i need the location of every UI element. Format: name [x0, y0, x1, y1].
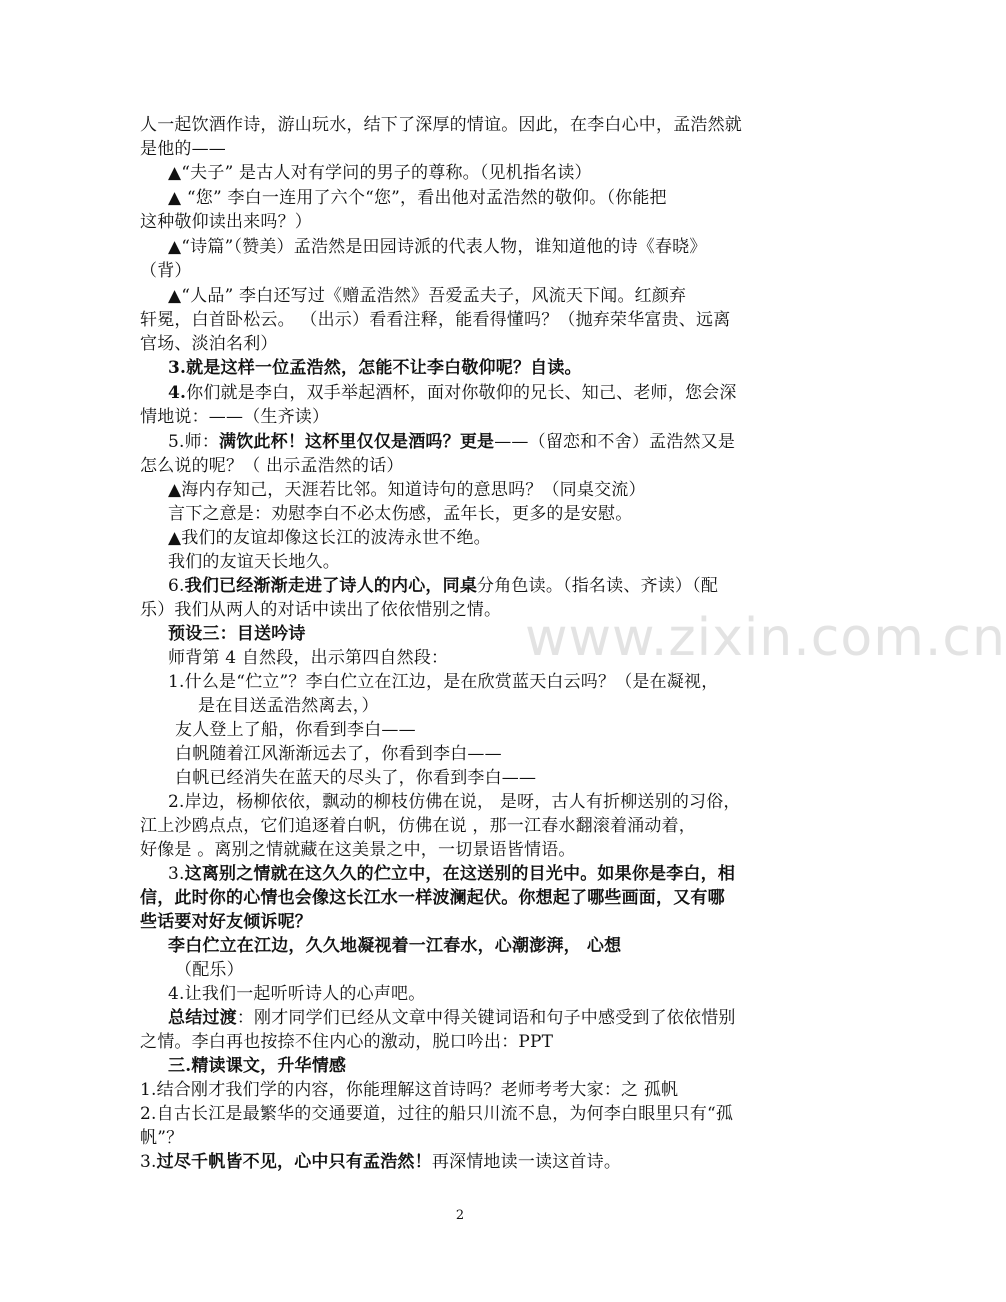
text-line [168, 982, 425, 1006]
text-line [168, 934, 621, 958]
text-line [168, 186, 667, 210]
text-line [140, 814, 696, 838]
text-segment: 友人登上了船，你看到李白—— [175, 720, 416, 740]
text-line [168, 381, 737, 405]
page-number: 2 [455, 1208, 465, 1223]
text-segment: 江上沙鸥点点，它们追逐着白帆，仿佛在说 ，那一江春水翻滚着涌动着， [140, 816, 697, 836]
text-line [140, 210, 312, 234]
text-line [168, 284, 686, 308]
text-segment: 3. [168, 864, 185, 884]
text-segment: 人一起饮酒作诗，游山玩水，结下了深厚的情谊。因此，在李白心中，孟浩然就 [140, 115, 742, 135]
text-segment: 是在目送孟浩然离去，） [198, 696, 379, 716]
text-segment: 官场、淡泊名利） [140, 334, 278, 354]
bold-text: 些话要对好友倾诉呢？ [140, 912, 312, 932]
bold-text: 我们已经渐渐走进了诗人的内心，同桌 [184, 576, 478, 596]
text-segment: 1.什么是“伫立”？李白伫立在江边，是在欣赏蓝天白云吗？（是在凝视， [168, 672, 719, 692]
text-line [140, 454, 404, 478]
text-line [168, 646, 448, 670]
text-line [140, 1030, 553, 1054]
text-line [168, 356, 582, 380]
text-segment: ▲“诗篇”（赞美）孟浩然是田园诗派的代表人物，谁知道他的诗《春晓》 [168, 237, 707, 257]
text-line [168, 1054, 346, 1078]
text-segment: 6. [168, 576, 185, 596]
text-segment: 师背第 4 自然段，出示第四自然段： [168, 648, 449, 668]
text-line [168, 478, 646, 502]
text-line [140, 332, 278, 356]
text-line [168, 790, 741, 814]
text-segment: ▲我们的友谊却像这长江的波涛永世不绝。 [168, 528, 491, 548]
text-line [140, 1102, 733, 1126]
text-line [168, 1006, 736, 1030]
text-line [140, 1150, 621, 1174]
text-segment: ——（留恋和不舍）孟浩然又是 [494, 432, 736, 452]
text-segment: 乐）我们从两人的对话中读出了依依惜别之情。 [140, 600, 502, 620]
bold-text: 信，此时你的心情也会像这长江水一样波澜起伏。你想起了哪些画面，又有哪 [140, 888, 725, 908]
text-line [140, 910, 312, 934]
text-line [140, 838, 576, 862]
text-line [168, 574, 718, 598]
text-segment: 1.结合刚才我们学的内容，你能理解这首诗吗？老师考考大家：之 孤帆 [140, 1080, 679, 1100]
text-segment: 我们的友谊天长地久。 [168, 552, 340, 572]
text-segment: 分角色读。（指名读、齐读）（配 [477, 576, 719, 596]
text-segment: 4.让我们一起听听诗人的心声吧。 [168, 984, 426, 1004]
text-segment: 你们就是李白，双手举起酒杯，面对你敬仰的兄长、知己、老师，您会深 [186, 383, 737, 403]
bold-text: 4. [168, 383, 187, 403]
text-line [140, 886, 725, 910]
text-line [175, 958, 244, 982]
text-line [140, 308, 730, 332]
text-line [168, 862, 735, 886]
text-segment: 2.岸边，杨柳依依，飘动的柳枝仿佛在说， 是呀，古人有折柳送别的习俗， [168, 792, 741, 812]
text-line [168, 550, 340, 574]
bold-text: 预设三：目送吟诗 [168, 624, 306, 644]
text-segment: 再深情地读一读这首诗。 [431, 1152, 622, 1172]
text-line [198, 694, 379, 718]
text-line [168, 161, 592, 185]
text-segment: 怎么说的呢？（ 出示孟浩然的话） [140, 456, 404, 476]
text-line [168, 622, 306, 646]
watermark: www.zixin.com.cn [525, 608, 1006, 668]
text-segment: 之情。李白再也按捺不住内心的激动，脱口吟出：PPT [140, 1032, 554, 1052]
text-line [168, 502, 632, 526]
text-segment: 2.自古长江是最繁华的交通要道，过往的船只川流不息，为何李白眼里只有“孤 [140, 1104, 734, 1124]
bold-text: 满饮此杯！这杯里仅仅是酒吗？更是 [219, 432, 495, 452]
text-line [140, 598, 501, 622]
text-segment: 这种敬仰读出来吗？） [140, 212, 312, 232]
text-line [175, 742, 502, 766]
text-line [140, 137, 226, 161]
text-line [140, 259, 192, 283]
text-line [168, 670, 718, 694]
text-segment: 好像是 。离别之情就藏在这美景之中，一切景语皆情语。 [140, 840, 576, 860]
text-segment: 白帆已经消失在蓝天的尽头了，你看到李白—— [175, 768, 537, 788]
text-segment: 情地说：——（生齐读） [140, 407, 330, 427]
text-line [140, 405, 329, 429]
text-segment: 3. [140, 1152, 157, 1172]
text-segment: ：刚才同学们已经从文章中得关键词语和句子中感受到了依依惜别 [236, 1008, 736, 1028]
text-line [168, 235, 707, 259]
bold-text: 3.就是这样一位孟浩然，怎能不让李白敬仰呢？自读。 [168, 358, 582, 378]
text-line [175, 766, 536, 790]
text-line [140, 1126, 183, 1150]
text-segment: 是他的—— [140, 139, 226, 159]
text-segment: ▲“人品” 李白还写过《赠孟浩然》吾爱孟夫子，风流天下闻。红颜弃 [168, 286, 687, 306]
text-line [168, 526, 491, 550]
bold-text: 李白伫立在江边，久久地凝视着一江春水，心潮澎湃， 心想 [168, 936, 622, 956]
text-segment: 轩冕，白首卧松云。 （出示）看看注释，能看得懂吗？（抛弃荣华富贵、远离 [140, 310, 731, 330]
bold-text: 三.精读课文，升华情感 [168, 1056, 347, 1076]
text-line [140, 1078, 678, 1102]
text-segment: （配乐） [175, 960, 244, 980]
text-segment: 白帆随着江风渐渐远去了，你看到李白—— [175, 744, 502, 764]
text-line [168, 430, 735, 454]
text-segment: 言下之意是：劝慰李白不必太伤感，孟年长，更多的是安慰。 [168, 504, 633, 524]
bold-text: 过尽千帆皆不见，心中只有孟浩然！ [156, 1152, 432, 1172]
text-segment: 帆”？ [140, 1128, 184, 1148]
text-segment: ▲ “您” 李白一连用了六个“您”，看出他对孟浩然的敬仰。（你能把 [168, 188, 667, 208]
bold-text: 总结过渡 [168, 1008, 237, 1028]
text-segment: 5.师： [168, 432, 220, 452]
text-line [175, 718, 416, 742]
text-line [140, 113, 742, 137]
text-segment: ▲“夫子” 是古人对有学问的男子的尊称。（见机指名读） [168, 163, 592, 183]
bold-text: 这离别之情就在这久久的伫立中，在这送别的目光中。如果你是李白，相 [184, 864, 736, 884]
text-segment: （背） [140, 261, 192, 281]
text-segment: ▲海内存知己，天涯若比邻。知道诗句的意思吗？（同桌交流） [168, 480, 646, 500]
